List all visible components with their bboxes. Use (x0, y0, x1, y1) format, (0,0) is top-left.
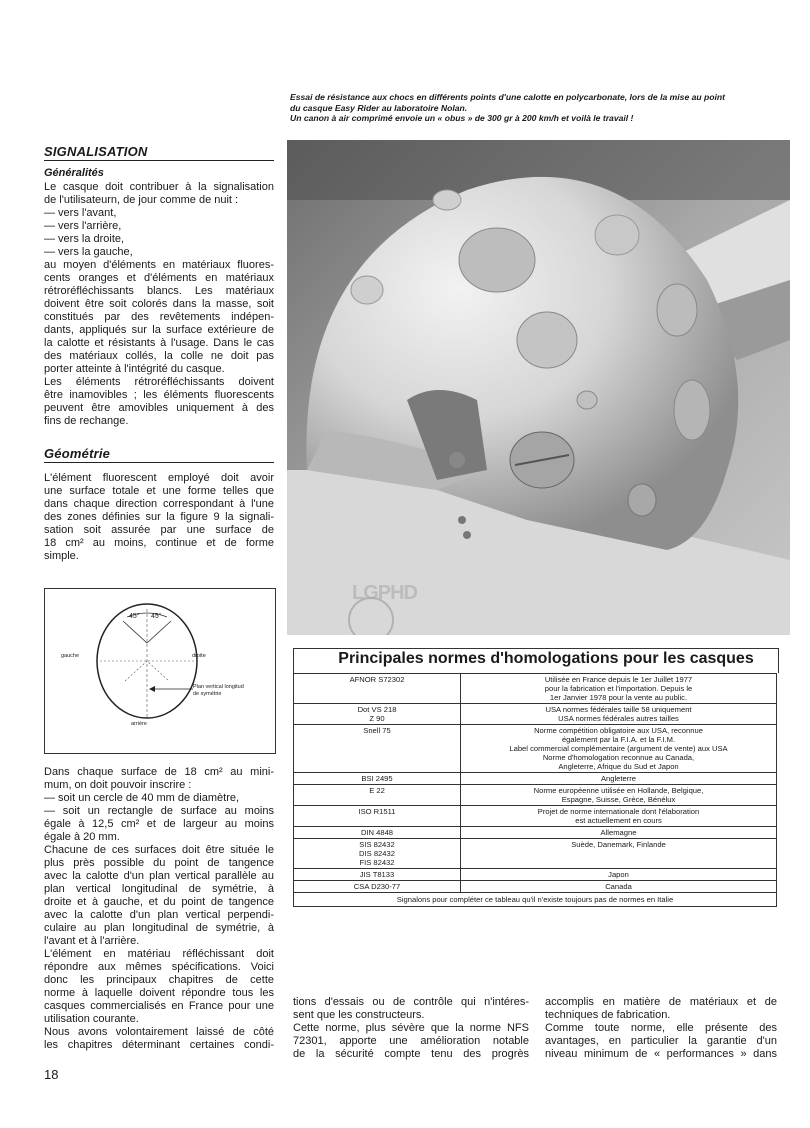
norm-description-line: Japon (608, 870, 629, 879)
norm-description-cell (461, 869, 777, 881)
norm-name-cell: AFNOR S72302 (294, 674, 461, 704)
table-row (294, 806, 777, 827)
norm-name-cell: BSI 2495 (294, 773, 461, 785)
photo-caption: Essai de résistance aux chocs en différents points d'une calotte en polycarbonate, lors de la mise au point du casque Easy Rider au laboratoire Nolan. Un canon à air comprimé envoie un « obus » de 300 gr à 200 km/h et voilà le travail ! (290, 92, 726, 123)
angle-right-label: 45° (151, 613, 162, 620)
helmet-photo-illustration (287, 140, 790, 635)
norm-description-line: Utilisée en France depuis le 1er Juillet 1977 (544, 675, 693, 684)
norm-name-cell: Dot VS 218 Z 90 (294, 704, 461, 725)
norm-description-line: Label commercial complémentaire (argument de vente) aux USA (509, 744, 728, 753)
norm-description-line: Norme compétition obligatoire aux USA, reconnue (534, 726, 703, 735)
norm-name-cell: SIS 82432 DIS 82432 FIS 82432 (294, 839, 461, 869)
norm-description-line: pour la fabrication et l'importation. Depuis le (544, 684, 693, 693)
column-3-text: accomplis en matière de matériaux et de techniques de fabrication. Comme toute norme, elle présente des avantages, en particulier la garantie d'un niveau minimum de « performances » dans (545, 996, 777, 1060)
norm-name-cell: E 22 (294, 785, 461, 806)
norm-name-cell: JIS T8133 (294, 869, 461, 881)
norm-description-line: Projet de norme internationale dont l'élaboration (537, 807, 700, 816)
table-row (294, 674, 777, 704)
section-title-geometrie: Géométrie (44, 446, 111, 461)
subheading-generalites: Généralités (44, 167, 104, 179)
table-row (294, 725, 777, 773)
table-row (294, 704, 777, 725)
table-footer-row (294, 893, 777, 907)
norm-description-line: est actuellement en cours (575, 816, 662, 825)
table-row (294, 839, 777, 869)
geometrie-text: L'élément fluorescent employé doit avoir une surface totale et une forme telles que dans chaque direction correspondant à l'une des zones définies sur la figure 9 la signali- sation soit assurée par une surface de 18 cm² au moins, continue et de forme simple. (44, 472, 274, 562)
norm-description-line: Norme européenne utilisée en Hollande, Belgique, (533, 786, 704, 795)
norm-description-cell (461, 785, 777, 806)
section-rule (44, 160, 274, 161)
norm-name-cell: Snell 75 (294, 725, 461, 773)
norm-description-cell (461, 839, 777, 869)
helmet-photo (287, 140, 790, 635)
table-row (294, 827, 777, 839)
section-title-signalisation: SIGNALISATION (44, 144, 148, 159)
norm-description-line: 1er Janvier 1978 pour la vente au public. (549, 693, 688, 702)
table-footer: Signalons pour compléter ce tableau qu'il n'existe toujours pas de normes en Italie (294, 893, 777, 907)
table-row (294, 869, 777, 881)
arriere-label: arrière (131, 721, 147, 727)
plan-label-line1: Plan vertical longitud (193, 684, 244, 690)
norm-description-cell (461, 827, 777, 839)
norm-description-cell (461, 806, 777, 827)
section-rule (44, 462, 274, 463)
norm-name-cell: DIN 4848 (294, 827, 461, 839)
norm-description-line: USA normes fédérales autres tailles (558, 714, 679, 723)
norm-description-line: Espagne, Suisse, Grèce, Bénélux (561, 795, 676, 804)
surface-text: Dans chaque surface de 18 cm² au mini- mum, on doit pouvoir inscrire : — soit un cercle de 40 mm de diamètre, — soit un rectangle de surface au moins égale à 12,5 cm² et de largeur au moins égale à 20 mm. Chacune de ces surfaces doit être située le plus près possible du point de tangence avec la calotte d'un plan vertical parallèle au plan vertical longitudinal de symétrie, à droite et à gauche, et du point de tangence avec la calotte d'un plan vertical perpendi- culaire au plan longitudinal de symétrie, à l'avant et à l'arrière. L'élément en matériau réfléchissant doit répondre aux mêmes spécifications. Voici donc les principaux chapitres de cette norme à laquelle doivent répondre tous les casques commercialisés en France pour une utilisation courante. Nous avons volontairement laissé de côté les chapitres déterminant certaines condi- (44, 766, 274, 1051)
norm-name-cell: CSA D230-77 (294, 881, 461, 893)
page-number: 18 (44, 1067, 59, 1082)
norm-description-cell (461, 773, 777, 785)
norm-description-cell (461, 674, 777, 704)
table-title: Principales normes d'homologations pour les casques (338, 650, 754, 667)
table-row (294, 785, 777, 806)
norm-description-line: Angleterre (600, 774, 637, 783)
table-row (294, 881, 777, 893)
norm-description-cell (461, 725, 777, 773)
norm-description-line: également par la F.I.A. et la F.I.M. (561, 735, 676, 744)
norm-description-cell (461, 881, 777, 893)
droite-label: droite (192, 653, 206, 659)
norm-description-line: USA normes fédérales taille 58 uniquement (545, 705, 692, 714)
angle-left-label: 45° (129, 613, 140, 620)
norm-description-line: Suède, Danemark, Finlande (571, 840, 666, 849)
signalisation-text: Le casque doit contribuer à la signalisation de l'utilisateurn, de jour comme de nuit : — vers l'avant, — vers l'arrière, — vers la droite, — vers la gauche, au moyen d'éléments en matériaux fluores- cents oranges et d'éléments en matériaux rétroréfléchissants blancs. Les matériaux doivent être soit colorés dans la masse, soit constitués par des revêtements indépen- dants, appliqués sur la surface extérieure de la calotte et résistants à l'usage. Dans le cas des matériaux collés, la colle ne doit pas porter atteinte à l'intégrité du casque. Les éléments rétroréfléchissants doivent être inamovibles ; les éléments fluorescents peuvent être amovibles uniquement à des fins de rechange. (44, 181, 274, 427)
norm-description-line: Canada (605, 882, 632, 891)
plan-label-line2: de symétrie (193, 691, 222, 697)
watermark-logo: LGPHD (352, 582, 417, 604)
norms-table (293, 673, 777, 907)
norm-description-line: Allemagne (600, 828, 637, 837)
norm-description-line: Angleterre, Afrique du Sud et Japon (558, 762, 679, 771)
figure-9-diagram (44, 588, 276, 754)
norm-description-line: Norme d'homologation reconnue au Canada, (542, 753, 695, 762)
table-row (294, 773, 777, 785)
norm-description-cell (461, 704, 777, 725)
norm-name-cell: ISO R1511 (294, 806, 461, 827)
column-2-text: tions d'essais ou de contrôle qui n'intéres- sent que les constructeurs. Cette norme, plus sévère que la norme NFS 72301, apporte une amélioration notable de la sécurité compte tenu des progrès (293, 996, 529, 1060)
gauche-label: gauche (61, 653, 80, 659)
